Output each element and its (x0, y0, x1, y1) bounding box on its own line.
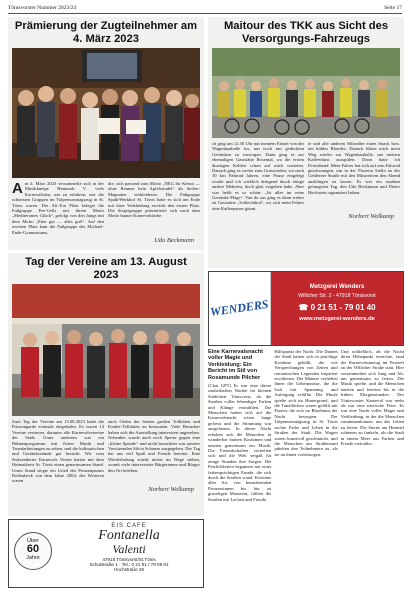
photo-bike-tour (212, 48, 400, 138)
ad-label: EIS CAFE (111, 523, 147, 529)
ad-address: Willicher Str. 2 - 47918 Tönisvorst (298, 293, 376, 299)
ad-address: 47918 Tönisvorst/St.Tönis (102, 557, 156, 562)
article-text-col1: (Chat GPT) Es war eine dieser zauberhaften Nächte im kleinen Städtchen Tönisvorst, da die Straßen voller lebendiger Farben und Klänge erstrahlten. Die Menschen hatten sich auf die Karnevalsnacht schon lange gefreut und die Stimmung war ausgelassen. In dieser Nacht erhoben sich die Menschen in wunderbar bunten Kostümen und tanzten gemeinsam zur Musik. Die Freundschaften vertieften sich und die Welt vergaß für einige Stunden ihre Sorgen. Die Festlichkeiten begannen mit einer farbenprächtigen Parade, die sich durch die Straßen wand. Kostüme aller Art, von bezaubernden Prinzessinnen bis hin zu gruseligen Monstern, füllten die Straßen mit Lachen und Freude. (208, 383, 272, 502)
article-tkk-maitour (208, 17, 404, 268)
ad-tagline: Metzgerei Wenders (309, 284, 365, 290)
author-signature: Norbert Welkamp (348, 213, 394, 221)
article-title: Eine Karnevalsnacht voller Magie und Verkleidung: Ein Bericht im Stil von Rosamunde Pilcher (208, 349, 264, 381)
article-text-col2: auch Orden der letzten großen Tollitäten und Kinder-Tollitäten zu bestaunen. Viele Besucher haben sich die Ausstellung interessiert angesehen. Nebenher wurde auch noch Speise gegen eine „kleine Spende“ und nicht besuchten von unserer Vorsitzenden Silvia Schanze ausgegeben. Der Tag hat uns viel Spaß und Freude bereitet. Eine Wiederholung würde nichts im Wege stehen, womit viele interessierte Bürgerinnen und Bürger den Ort beleben. (108, 419, 200, 473)
author-signature: Udo Beckmann (154, 237, 194, 245)
publication-name: Tönisvorster Nummer 2023/24 (8, 5, 77, 11)
right-column (208, 17, 404, 589)
author-signature: Norbert Welkamp (148, 485, 194, 493)
group-photo (12, 284, 200, 416)
wenders-info-panel (271, 272, 403, 345)
article-text-col1: Zum Tag der Vereine am 13.08.2023 hatte die Prinzengarde erstmals eingeladen. Es waren 14 Vereine vertreten, darunter alle Karnevalsvereine der Stadt. Unter anderem war ein Bühnenprogramm mit flotter Musik und Tanzdarbietungen zu sehen, und die kulinarischen und Getränkestände gut besucht. Wir vom Stolzenderter Karnevals Verein hatten mit dem Heimatkreis St. Tönis einen gemeinsamen Stand. Unser Stand zeigte ein Urteil des Prinzenpaares Rollenbeck von dem Jahre 2004, des Weiteren waren (12, 419, 104, 484)
article-text-col1: A m 4. März 2023 versammelte sich in der Musikkneipe Hemmoh V. viele Karnevalisten, um zu erfahren, wer die schönsten Gruppen im Tulpensonntagszug in St. Tönis waren. Der Alt-Ton Platz belegte die Fußgruppe Pee-Gells mit ihrem Motto „Mediterranes Glück“, gefolgt von den Jungs mit dem Motto „Eine gut — alles gut!“. Auf den zweiten Platz kam die Fußgruppe des Michael-Ende-Gymnasiums, (12, 180, 104, 235)
wenders-logo: WENDERS (209, 296, 270, 320)
anniversary-badge: Über 60 Jahre (14, 532, 52, 570)
photo-prize-winners (12, 48, 200, 178)
group-photo (212, 48, 400, 138)
group-photo (12, 48, 200, 178)
ad-eiscafe (8, 519, 204, 588)
page-number: Seite 17 (384, 5, 402, 11)
photo-club-day (12, 284, 200, 416)
dropcap: A (12, 180, 23, 197)
ad-second-address: Hochstraße 26 (113, 567, 145, 572)
article-text-col1: ch ging um 12.30 Uhr mit meinem Fahrer von der Wagenbauhalle los, um noch mit gedeckten Getränken zu versorgen. Dann ging es zur ehemaligen Gaststätte Rosental, wo die ersten durstigen Kehlen schon auf mich warteten. Danach ging es weiter zum Grasweiden, wo nach 10 km Fahrrad fahren, eine Pause eingelegt wurde und ich wirklich dringend durch einige andere Mehrtest, doch glatt vergeben habe. Aber was heißt es so schön: „Ist alles im reine Getränke-Pläge“. Von da aus ging es dann weiter zu Gaststätte „Schlechthof“, wo sich mein Fahrer eine Kaffeepause gönnt. (212, 141, 304, 211)
ad-website: www.metzgerei-wenders.de (299, 316, 375, 322)
ad-metzgerei-wenders (208, 271, 404, 346)
ad-phone: ☎ 0 21 51 - 79 01 40 (298, 303, 376, 312)
article-title: Prämierung der Zugteilnehmer am 4. März 2023 (14, 20, 198, 45)
article-text-col2: die, sich passend zum Motto „NEG für Kenzo — ohne Rennen kein Apfelstrudel“ als Seifen-Magnaten verkleideten. Die Fußgruppe SpaßeWerkhof St. Tönis hatte es sich am Ende mit ihrer Verkleidung erreicht den ersten Platz. Die Siegergruppe präsentierte sich nach dem Motto bunter Karnevalsfarbe. (108, 181, 200, 219)
running-header (8, 4, 402, 14)
wenders-logo-panel (209, 272, 271, 345)
article-praemierung (8, 17, 204, 250)
left-column (8, 17, 204, 588)
article-meta: (Chat GPT) (208, 383, 231, 389)
article-tag-der-vereine (8, 253, 204, 516)
article-text-col3: Und schließlich, als die Nacht ihren Höhepunkt erreichte, fand der Karnevalsumzug im Festzelt an der Willicher Straße statt. Hier versammelten sich Jung und Alt, um gemeinsam zu feiern. Die Musik spielte, und die Menschen tanzten und feierten bis in die frühen Morgenstunden. Der Tönisvorster Karneval war mehr als nur eine närrische Feier. Es war eine Nacht voller Magie und Verkleidung, in der die Menschen zusammenkamen, um das Leben zu feiern. Die Sterne am Himmel schienen zu funkeln, als die Stadt in einem Meer aus Farben und Freude erstrahlte. (340, 349, 404, 446)
article-title: Tag der Vereine am 13. August 2023 (25, 256, 187, 281)
ad-street-phone: Schulstraße 1 · Tel.: 0 21 51 / 79 08 81 (89, 562, 169, 567)
article-title: Maitour des TKK aus Sicht des Versorgungs-Fahrzeugs (223, 20, 389, 45)
article-text-col2: te und alle anderen Mitradler einen Snack bzw. ein kühles Blondes. Danach führte mich mein Weg wieder zur Wagenbauhalle, um meinen Kaffeedurst ausspülen. Dann hatte ich Feierabend. Mein Fahrer hat sich auf sein Fahrrad geschwungen, um in der Pizzeria Stella an der Gelderner Straße mit den Mitstreitern den Abend ausklingen zu lassen. Es war ein rundum gelungener Tag, den Udo Beckmann und Dieter Heckstein organisiert haben. (308, 141, 400, 195)
ad-name-fontanella: Fontanella (98, 528, 160, 543)
ad-name-valenti: Valenti (112, 542, 146, 556)
article-text-col2: Hilfspunkt der Nacht. Die Damen der Stadt hatten sich in prächtige Kostüme gehüllt, die wie Versprechungen von Zeiten und romantischen Legenden inspiriert erschienen. Die Männer verliehen ihnen die Geheimnisse, die die Luft mit Spannung und Aufregung erfüllte. Die Musik spielte sich im Hintergrund, und die Tanzflächen waren gefüllt mit Paaren, die sich im Rhythmus der Nacht bewegten. Der Tulpensonntagszug in St. Tönis suchte Farbe und Leben in die Straßen der Stadt. Die Wagen waren kunstvoll geschmückt, und die Menschen am Straßenrand jubelten den Teilnehmern zu, als sie an ihnen vorbeizogen. (274, 349, 338, 457)
article-karnevalsnacht (208, 349, 404, 589)
